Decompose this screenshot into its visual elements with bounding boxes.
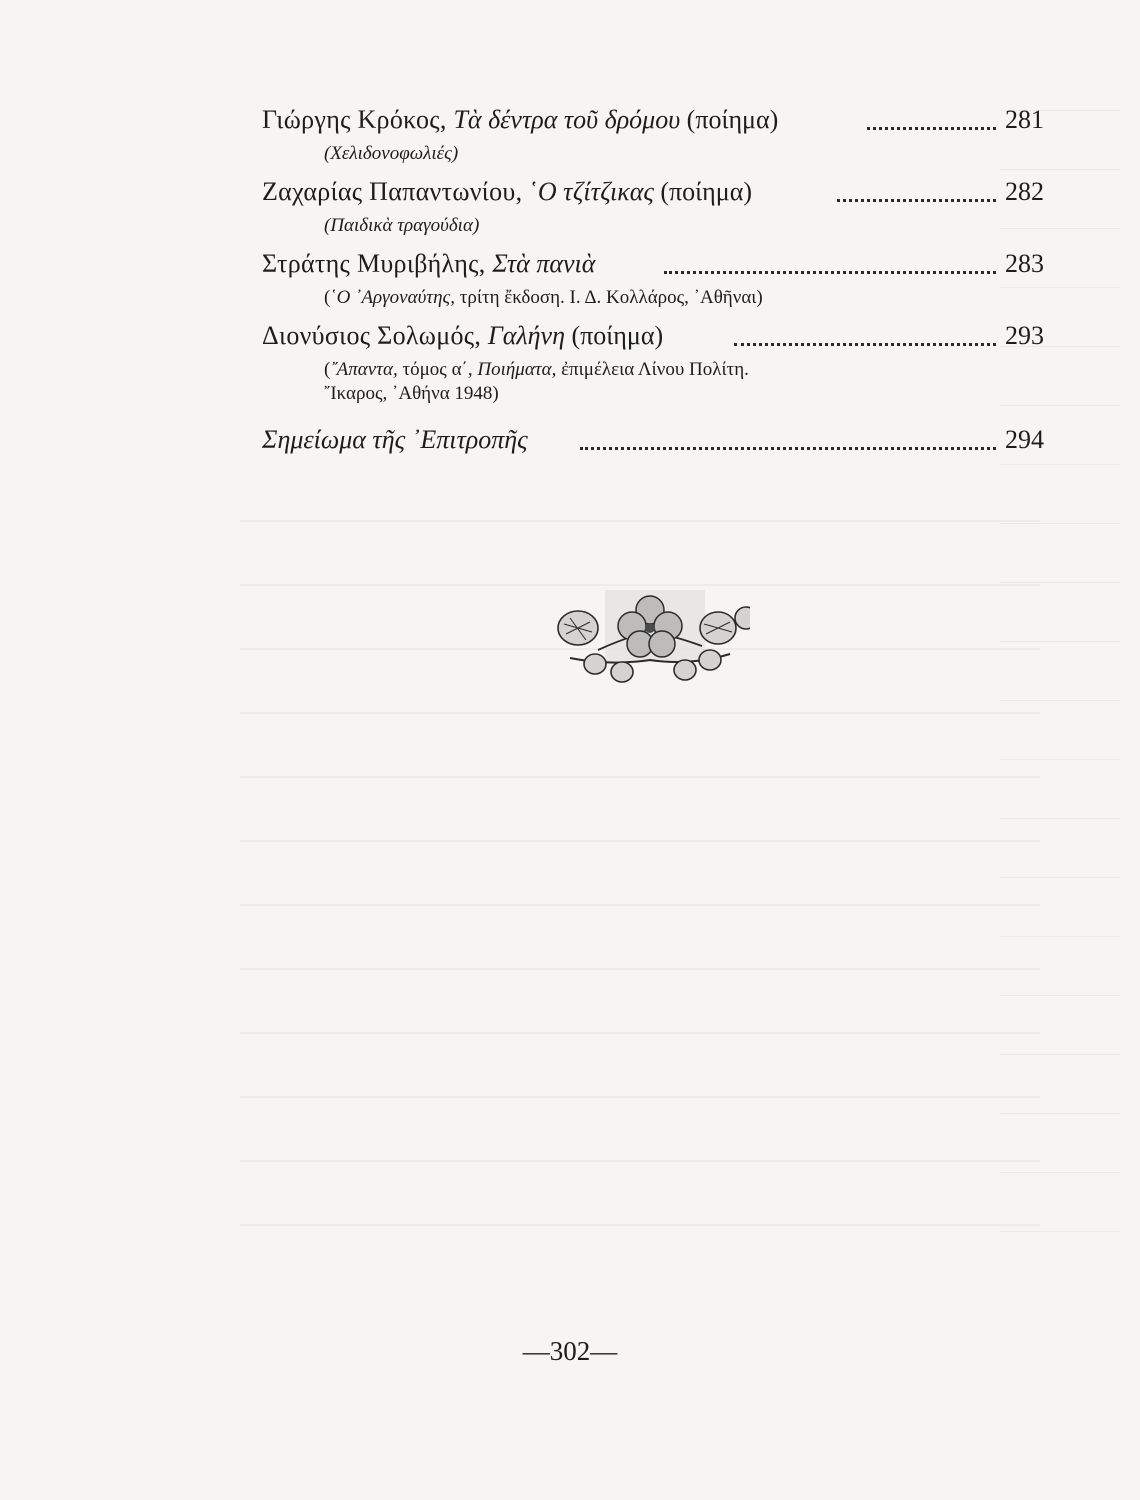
entry-title: Τὰ δέντρα τοῦ δρόμου (453, 105, 681, 134)
entry-kind: (ποίημα) (565, 321, 664, 350)
entry-kind: (ποίημα) (680, 105, 779, 134)
entry-title: Γαλήνη (487, 321, 565, 350)
toc-entry (262, 100, 1044, 140)
table-of-contents (262, 100, 1044, 460)
flower-ornament-icon (550, 588, 750, 688)
entry-author: Στράτης Μυριβήλης, (262, 249, 493, 278)
entry-page: 281 (1005, 105, 1044, 134)
entry-source: (῾Ο ᾿Αργοναύτης, τρίτη ἔκδοση. Ι. Δ. Κολλάρος, ᾿Αθῆναι) (324, 287, 763, 308)
dot-leader (664, 271, 996, 274)
dot-leader (837, 199, 996, 202)
toc-entry (262, 420, 1044, 460)
entry-author: Γιώργης Κρόκος, (262, 105, 454, 134)
entry-page: 294 (1005, 425, 1044, 454)
entry-title: Στὰ πανιὰ (492, 249, 596, 278)
entry-page: 293 (1005, 321, 1044, 350)
page-number: —302— (522, 1336, 618, 1366)
entry-source: (῎Απαντα, τόμος α΄, Ποιήματα, ἐπιμέλεια Λίνου Πολίτη. ῎Ικαρος, ᾿Αθήνα 1948) (324, 359, 749, 404)
entry-title: Σημείωμα τῆς ᾿Επιτροπῆς (262, 425, 528, 454)
dot-leader (580, 447, 996, 450)
dot-leader (867, 127, 996, 130)
entry-page: 282 (1005, 177, 1044, 206)
entry-source: (Παιδικὰ τραγούδια) (324, 215, 480, 236)
toc-entry (262, 172, 1044, 212)
entry-page: 283 (1005, 249, 1044, 278)
entry-source: (Χελιδονοφωλιές) (324, 143, 459, 164)
entry-title: ῾Ο τζίτζικας (529, 177, 654, 206)
toc-entry (262, 316, 1044, 356)
toc-entry (262, 244, 1044, 284)
dot-leader (734, 343, 996, 346)
entry-author: Διονύσιος Σολωμός, (262, 321, 488, 350)
entry-kind: (ποίημα) (653, 177, 752, 206)
entry-author: Ζαχαρίας Παπαντωνίου, (262, 177, 530, 206)
